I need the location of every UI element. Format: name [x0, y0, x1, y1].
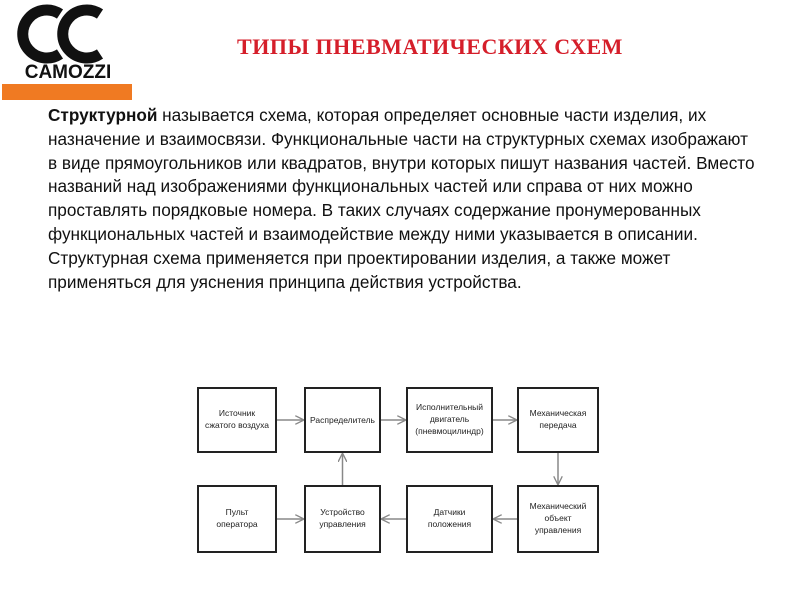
block-mechanical-object-line-3: управления [534, 525, 582, 535]
logo-wordmark: CAMOZZI [24, 62, 112, 82]
description-text: называется схема, которая определяет основные части изделия, их назначение и взаимосвязи. Функциональные части на структурных схемах изображают в виде прямоугольников или квадратов, внутри которых пишут названия частей. Вместо названий над изображениями функциональных частей или справа от них можно проставлять порядковые номера. В таких случаях содержание пронумерованных функциональных частей и взаимодействие между ними указывается в описании. Структурная схема применяется при проектировании изделия, а также может применяться для уяснения принципа действия устройства. [48, 105, 755, 292]
block-mechanical-object-line-2: объект [544, 513, 572, 523]
structural-diagram [190, 380, 610, 560]
block-control-unit-line-2: управления [319, 519, 366, 529]
block-operator-panel [198, 486, 276, 552]
block-source-line-1: Источник [218, 408, 256, 418]
block-mechanical-object [518, 486, 598, 552]
block-control-unit [305, 486, 380, 552]
block-actuator-line-2: двигатель [429, 414, 470, 424]
block-distributor-line-1: Распределитель [310, 415, 375, 425]
block-control-unit-line-1: Устройство [320, 507, 365, 517]
page-title: ТИПЫ ПНЕВМАТИЧЕСКИХ СХЕМ [237, 34, 623, 59]
camozzi-mark-icon [2, 2, 134, 82]
block-actuator [407, 388, 492, 452]
description-paragraph [48, 104, 758, 294]
block-source-line-2: сжатого воздуха [205, 420, 269, 430]
block-source [198, 388, 276, 452]
block-transmission-line-2: передача [539, 420, 577, 430]
block-operator-panel-line-1: Пульт [225, 507, 249, 517]
block-transmission-line-1: Механическая [529, 408, 587, 418]
block-sensors-line-2: положения [427, 519, 472, 529]
block-operator-panel-line-2: оператора [216, 519, 258, 529]
block-transmission [518, 388, 598, 452]
block-sensors [407, 486, 492, 552]
block-mechanical-object-line-1: Механический [529, 501, 587, 511]
logo-accent-bar [2, 84, 132, 100]
block-distributor [305, 388, 380, 452]
block-actuator-line-3: (пневмоцилиндр) [415, 426, 484, 436]
defined-term: Структурной [48, 105, 158, 125]
block-actuator-line-1: Исполнительный [415, 402, 484, 412]
block-sensors-line-1: Датчики [433, 507, 466, 517]
